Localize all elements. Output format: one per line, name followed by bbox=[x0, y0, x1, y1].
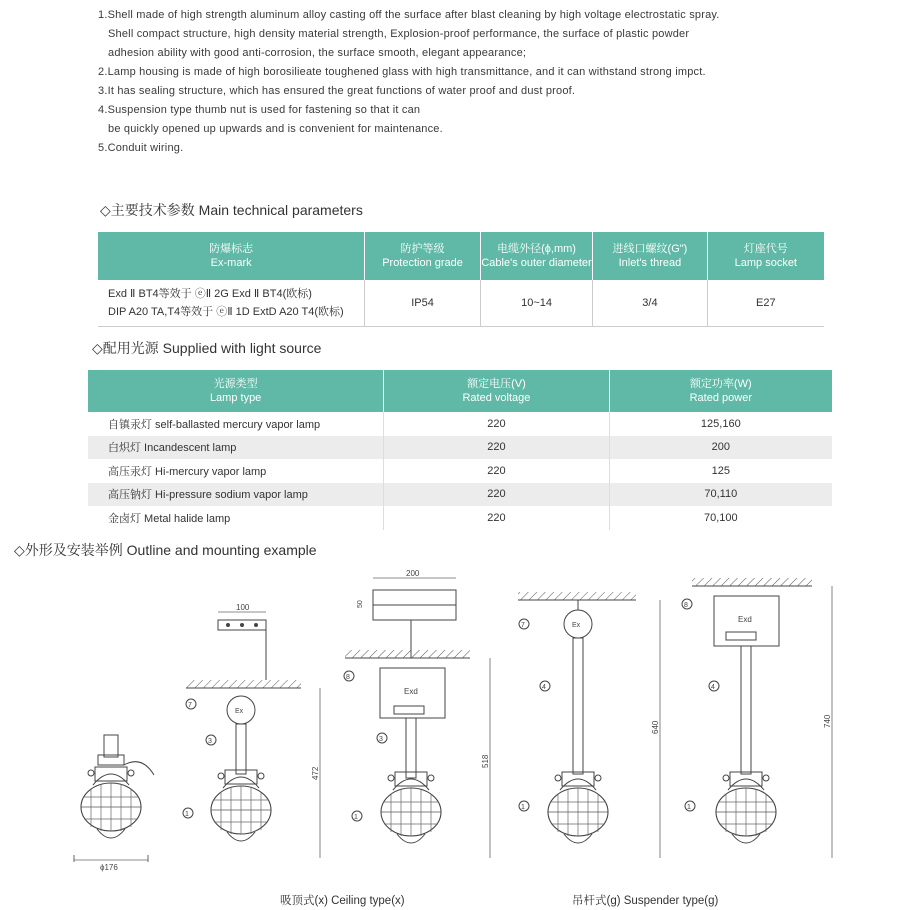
light-row bbox=[88, 459, 832, 483]
suspender-mount-1 bbox=[518, 592, 660, 858]
feature-line: 4.Suspension type thumb nut is used for fastening so that it can bbox=[98, 104, 421, 116]
voltage-cell: 220 bbox=[384, 436, 609, 460]
svg-text:1: 1 bbox=[185, 811, 189, 818]
protection-cell: IP54 bbox=[365, 280, 481, 327]
params-header-thread: 进线口螺纹(G") Inlet's thread bbox=[593, 232, 707, 280]
svg-text:50: 50 bbox=[357, 600, 364, 608]
svg-text:Ex: Ex bbox=[572, 622, 581, 629]
power-cell: 70,100 bbox=[609, 506, 832, 530]
suspender-mount-2 bbox=[682, 578, 832, 858]
svg-text:4: 4 bbox=[711, 684, 715, 691]
power-cell: 125 bbox=[609, 459, 832, 483]
params-header-socket: 灯座代号 Lamp socket bbox=[707, 232, 824, 280]
section-title-params: ◇主要技术参数 Main technical parameters bbox=[100, 202, 363, 218]
svg-text:8: 8 bbox=[346, 674, 350, 681]
socket-cell: E27 bbox=[707, 280, 824, 327]
feature-line: be quickly opened up upwards and is convenient for maintenance. bbox=[108, 123, 443, 135]
voltage-cell: 220 bbox=[384, 506, 609, 530]
params-header-exmark: 防爆标志 Ex-mark bbox=[98, 232, 365, 280]
feature-line: Shell compact structure, high density material strength, Explosion-proof performance, the surface of plastic powder bbox=[108, 28, 690, 40]
voltage-cell: 220 bbox=[384, 483, 609, 507]
svg-text:3: 3 bbox=[379, 736, 383, 743]
thread-cell: 3/4 bbox=[593, 280, 707, 327]
feature-line: 1.Shell made of high strength aluminum alloy casting off the surface after blast cleaning by high voltage electrostatic spray. bbox=[98, 9, 720, 21]
ceiling-mount-2 bbox=[344, 569, 490, 858]
svg-text:1: 1 bbox=[354, 814, 358, 821]
svg-text:640: 640 bbox=[651, 720, 660, 734]
svg-text:8: 8 bbox=[684, 602, 688, 609]
params-table bbox=[98, 232, 824, 327]
lamp-type-cell: 高压钠灯 Hi-pressure sodium vapor lamp bbox=[88, 483, 384, 507]
params-header-protection: 防护等级 Protection grade bbox=[365, 232, 481, 280]
power-cell: 70,110 bbox=[609, 483, 832, 507]
params-row bbox=[98, 280, 824, 327]
svg-text:Exd: Exd bbox=[738, 615, 752, 624]
light-row bbox=[88, 412, 832, 436]
lamp-type-cell: 金卤灯 Metal halide lamp bbox=[108, 512, 231, 525]
light-header-voltage: 额定电压(V) Rated voltage bbox=[384, 370, 609, 412]
feature-line: 3.It has sealing structure, which has ensured the great functions of water proof and dust proof. bbox=[98, 85, 576, 97]
lamp-type-cell: 自镇汞灯 self-ballasted mercury vapor lamp bbox=[108, 418, 321, 431]
ceiling-mount-1 bbox=[183, 603, 320, 858]
svg-text:7: 7 bbox=[188, 702, 192, 709]
feature-line: 2.Lamp housing is made of high borosilieate toughened glass with high transmittance, and it can withstand strong impct. bbox=[98, 66, 706, 78]
feature-line: 5.Conduit wiring. bbox=[98, 142, 184, 154]
section-title-outline: ◇外形及安装举例 Outline and mounting example bbox=[14, 542, 317, 558]
light-header-power: 额定功率(W) Rated power bbox=[609, 370, 832, 412]
lamp-type-cell: 白炽灯 Incandescent lamp bbox=[88, 436, 384, 460]
light-header-type: 光源类型 Lamp type bbox=[88, 370, 384, 412]
features-list bbox=[98, 6, 888, 158]
light-row bbox=[88, 436, 832, 460]
svg-text:1: 1 bbox=[687, 804, 691, 811]
power-cell: 200 bbox=[609, 436, 832, 460]
params-header-cable: 电缆外径(ϕ,mm) Cable's outer diameter bbox=[480, 232, 592, 280]
svg-text:Exd: Exd bbox=[404, 687, 418, 696]
light-row bbox=[88, 483, 832, 507]
light-table bbox=[88, 370, 832, 530]
light-row bbox=[88, 506, 832, 530]
section-title-light: ◇配用光源 Supplied with light source bbox=[92, 340, 322, 356]
exmark-cell: Exd Ⅱ BT4等效于 ⓔⅡ 2G Exd Ⅱ BT4(欧标) DIP A20 TA,T4等效于 ⓔⅡ 1D ExtD A20 T4(欧标) bbox=[98, 280, 365, 327]
cable-cell: 10~14 bbox=[480, 280, 592, 327]
svg-text:7: 7 bbox=[521, 622, 525, 629]
svg-text:Ex: Ex bbox=[235, 708, 244, 715]
svg-text:740: 740 bbox=[823, 714, 832, 728]
lamp-type-cell: 高压汞灯 Hi-mercury vapor lamp bbox=[108, 465, 267, 478]
svg-text:1: 1 bbox=[521, 804, 525, 811]
svg-text:518: 518 bbox=[481, 754, 490, 768]
svg-text:472: 472 bbox=[311, 766, 320, 780]
feature-line: adhesion ability with good anti-corrosion, the surface smooth, elegant appearance; bbox=[108, 47, 527, 59]
voltage-cell: 220 bbox=[384, 459, 609, 483]
power-cell: 125,160 bbox=[609, 412, 832, 436]
caption-ceiling-type: 吸顶式(x) Ceiling type(x) bbox=[280, 895, 405, 907]
dim-label: 100 bbox=[236, 603, 250, 612]
voltage-cell: 220 bbox=[384, 412, 609, 436]
outline-drawings bbox=[0, 560, 900, 890]
svg-text:200: 200 bbox=[406, 569, 420, 578]
svg-text:4: 4 bbox=[542, 684, 546, 691]
caption-suspender-type: 吊杆式(g) Suspender type(g) bbox=[572, 895, 719, 907]
svg-text:3: 3 bbox=[208, 738, 212, 745]
lamp-front-view bbox=[74, 735, 154, 872]
dim-label: ϕ176 bbox=[100, 863, 118, 872]
